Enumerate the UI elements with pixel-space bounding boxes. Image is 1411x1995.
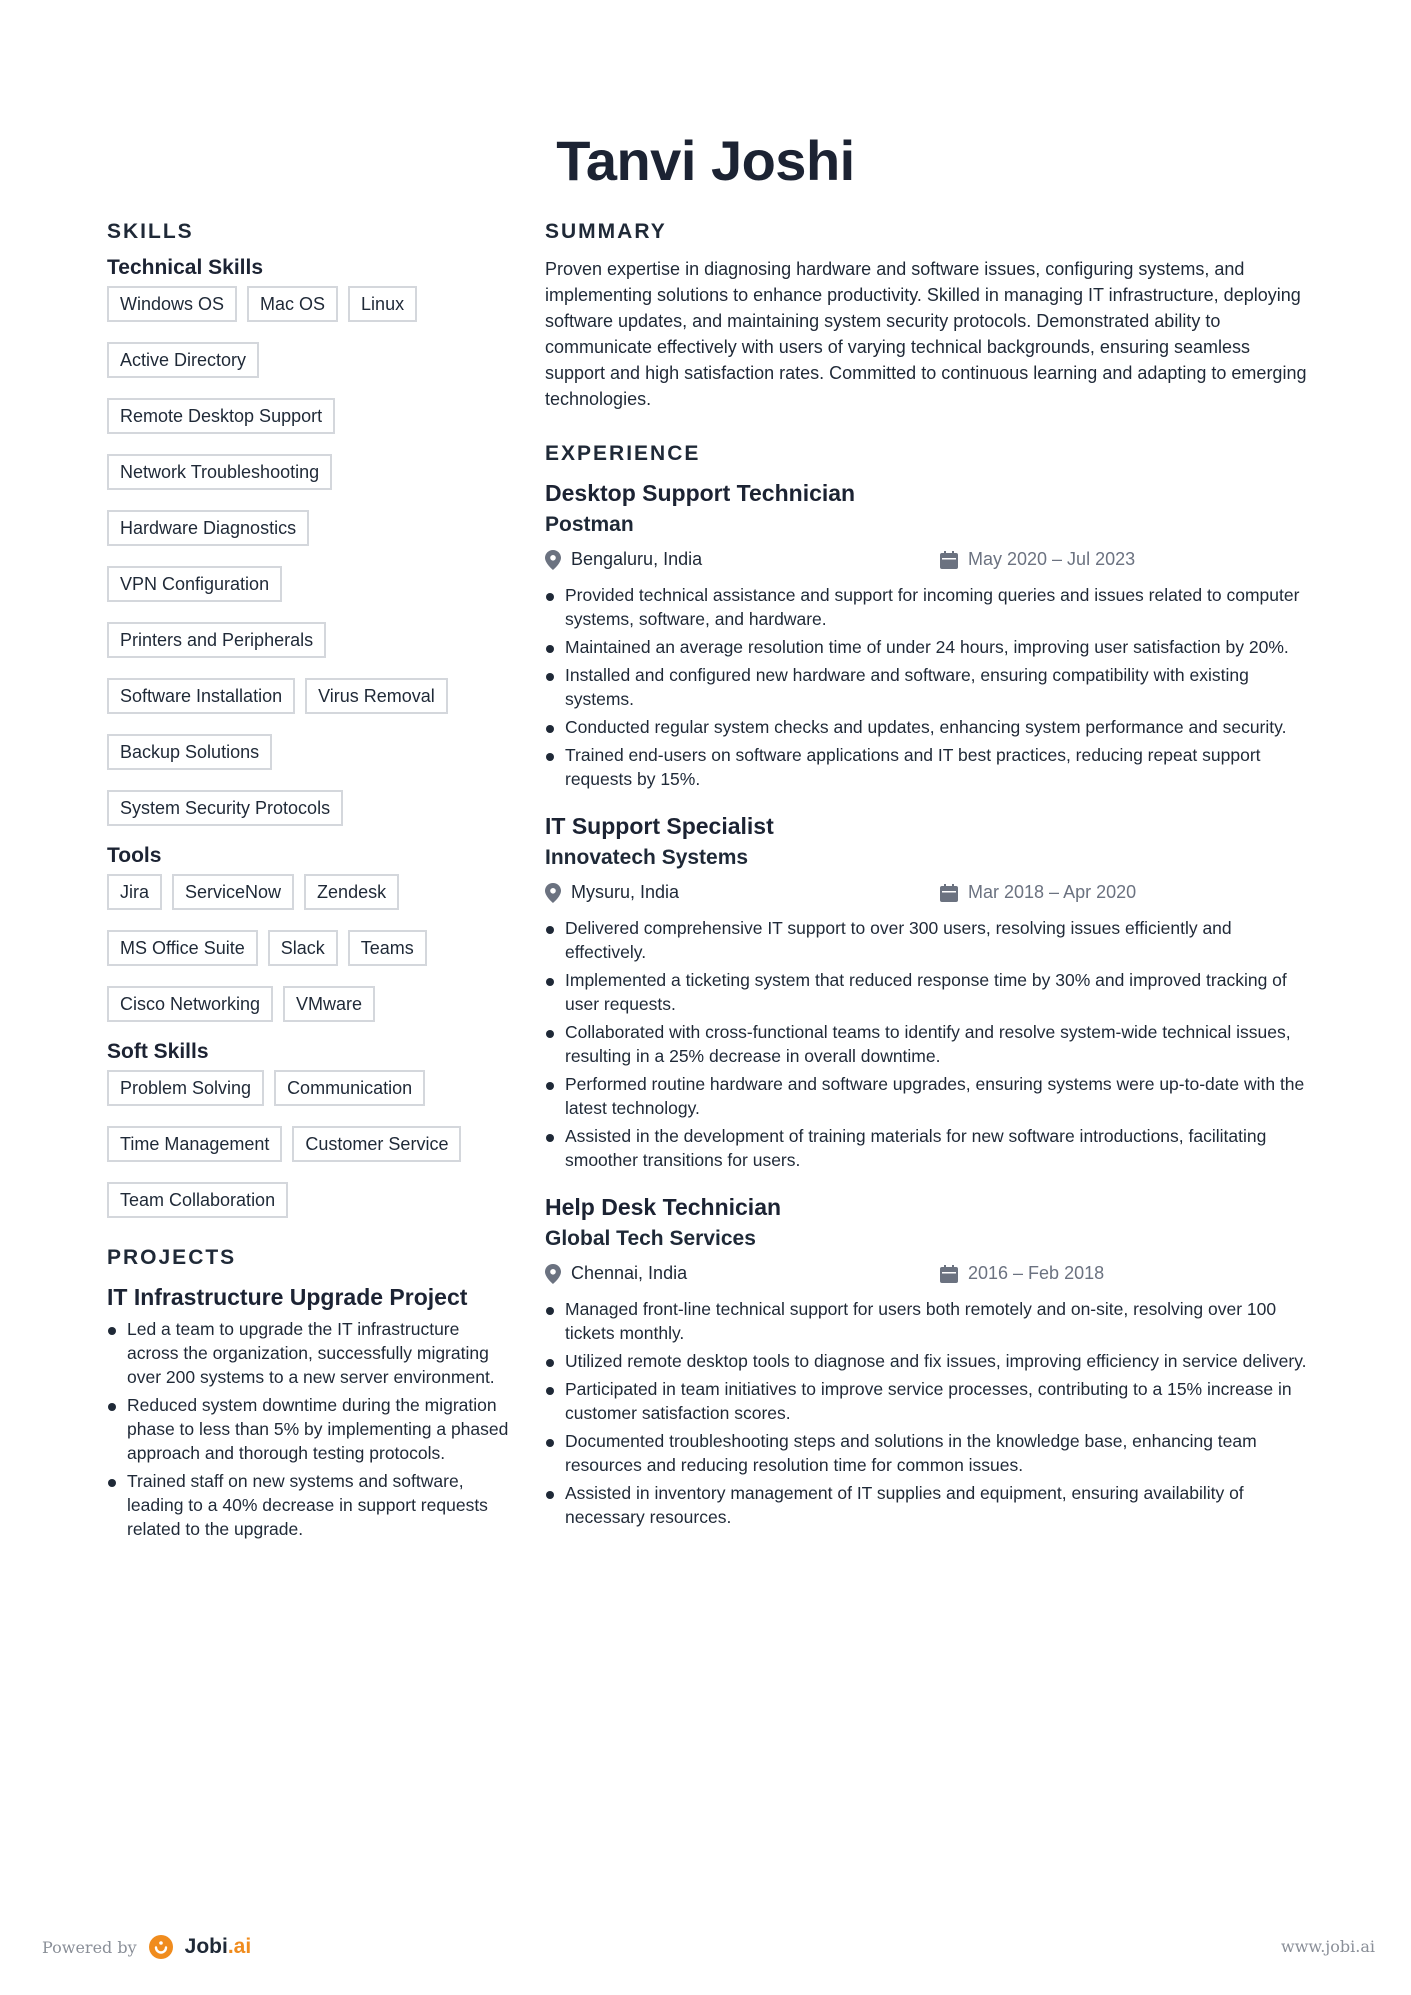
skill-tag: Virus Removal	[305, 678, 448, 714]
list-item: Reduced system downtime during the migration phase to less than 5% by implementing a phased approach and thorough testing protocols.	[107, 1393, 512, 1465]
summary-heading: SUMMARY	[545, 220, 667, 243]
job-meta	[545, 549, 1315, 575]
skill-tag: Linux	[348, 286, 417, 322]
list-item: Implemented a ticketing system that reduced response time by 30% and improved tracking of user requests.	[545, 968, 1315, 1016]
tool-tag: Teams	[348, 930, 427, 966]
skill-tag: Mac OS	[247, 286, 338, 322]
calendar-icon	[940, 1265, 958, 1283]
tools-heading: Tools	[107, 844, 162, 867]
job-entry	[545, 813, 1315, 1172]
skill-tag: Network Troubleshooting	[107, 454, 332, 490]
job-title: Desktop Support Technician	[545, 480, 856, 506]
soft-skill-tag: Team Collaboration	[107, 1182, 288, 1218]
job-meta	[545, 882, 1315, 908]
job-entry	[545, 1194, 1315, 1529]
tool-tag: Cisco Networking	[107, 986, 273, 1022]
soft-skill-tag: Time Management	[107, 1126, 282, 1162]
job-bullets	[545, 916, 1315, 1172]
company-name: Global Tech Services	[545, 1227, 756, 1250]
location-pin-icon	[545, 883, 561, 903]
tool-tag: Slack	[268, 930, 338, 966]
list-item: Trained end-users on software applications and IT best practices, reducing repeat support requests by 15%.	[545, 743, 1315, 791]
skill-tag: Windows OS	[107, 286, 237, 322]
job-dates: 2016 – Feb 2018	[968, 1263, 1105, 1283]
list-item: Participated in team initiatives to improve service processes, contributing to a 15% increase in customer satisfaction scores.	[545, 1377, 1315, 1425]
soft-skills-heading: Soft Skills	[107, 1040, 209, 1063]
job-location: Bengaluru, India	[571, 549, 703, 569]
skill-tag: Remote Desktop Support	[107, 398, 335, 434]
list-item: Performed routine hardware and software upgrades, ensuring systems were up-to-date with the latest technology.	[545, 1072, 1315, 1120]
company-name: Innovatech Systems	[545, 846, 749, 869]
list-item: Maintained an average resolution time of under 24 hours, improving user satisfaction by 20%.	[545, 635, 1315, 659]
skill-tag: VPN Configuration	[107, 566, 282, 602]
location-pin-icon	[545, 1264, 561, 1284]
experience-heading: EXPERIENCE	[545, 442, 701, 465]
job-title: Help Desk Technician	[545, 1194, 782, 1220]
job-dates: Mar 2018 – Apr 2020	[968, 882, 1137, 902]
technical-skills-heading: Technical Skills	[107, 256, 264, 279]
tools-list	[107, 874, 507, 1022]
job-dates: May 2020 – Jul 2023	[968, 549, 1136, 569]
list-item: Assisted in inventory management of IT supplies and equipment, ensuring availability of necessary resources.	[545, 1481, 1315, 1529]
project-bullets	[107, 1317, 512, 1541]
skill-tag: Active Directory	[107, 342, 259, 378]
location-pin-icon	[545, 550, 561, 570]
list-item: Provided technical assistance and support for incoming queries and issues related to computer systems, software, and hardware.	[545, 583, 1315, 631]
company-name: Postman	[545, 513, 634, 536]
website-link[interactable]: www.jobi.ai	[1281, 1937, 1375, 1956]
soft-skill-tag: Problem Solving	[107, 1070, 264, 1106]
list-item: Utilized remote desktop tools to diagnose and fix issues, improving efficiency in service delivery.	[545, 1349, 1315, 1373]
left-column	[107, 220, 512, 1545]
skill-tag: Backup Solutions	[107, 734, 272, 770]
tool-tag: ServiceNow	[172, 874, 294, 910]
skill-tag: Printers and Peripherals	[107, 622, 326, 658]
technical-skills-list	[107, 286, 507, 826]
summary-text: Proven expertise in diagnosing hardware and software issues, configuring systems, and implementing solutions to enhance productivity. Skilled in managing IT infrastructure, deploying software updates, and maintaining system security protocols. Demonstrated ability to communicate effectively with users of varying technical backgrounds, ensuring seamless support and high satisfaction rates. Committed to continuous learning and adapting to emerging technologies.	[545, 259, 1307, 409]
list-item: Managed front-line technical support for users both remotely and on-site, resolving over 100 tickets monthly.	[545, 1297, 1315, 1345]
jobi-logo-icon	[149, 1935, 173, 1959]
soft-skill-tag: Communication	[274, 1070, 425, 1106]
soft-skills-list	[107, 1070, 507, 1218]
skills-heading: SKILLS	[107, 220, 194, 243]
soft-skill-tag: Customer Service	[292, 1126, 461, 1162]
tool-tag: Jira	[107, 874, 162, 910]
list-item: Collaborated with cross-functional teams to identify and resolve system-wide technical issues, resulting in a 25% decrease in overall downtime.	[545, 1020, 1315, 1068]
job-meta	[545, 1263, 1315, 1289]
tool-tag: VMware	[283, 986, 375, 1022]
jobi-logo-text: Jobi.ai	[184, 1935, 252, 1958]
calendar-icon	[940, 884, 958, 902]
powered-by-badge[interactable]	[42, 1935, 251, 1959]
list-item: Trained staff on new systems and software, leading to a 40% decrease in support requests related to the upgrade.	[107, 1469, 512, 1541]
job-title: IT Support Specialist	[545, 813, 774, 839]
list-item: Conducted regular system checks and updates, enhancing system performance and security.	[545, 715, 1315, 739]
right-column	[545, 220, 1315, 1551]
job-entry	[545, 480, 1315, 791]
job-location: Mysuru, India	[571, 882, 680, 902]
skill-tag: System Security Protocols	[107, 790, 343, 826]
list-item: Led a team to upgrade the IT infrastructure across the organization, successfully migrating over 200 systems to a new server environment.	[107, 1317, 512, 1389]
list-item: Installed and configured new hardware and software, ensuring compatibility with existing systems.	[545, 663, 1315, 711]
candidate-name: Tanvi Joshi	[556, 129, 855, 192]
job-bullets	[545, 583, 1315, 791]
list-item: Assisted in the development of training materials for new software introductions, facilitating smoother transitions for users.	[545, 1124, 1315, 1172]
projects-heading: PROJECTS	[107, 1246, 237, 1269]
powered-by-label: Powered by	[42, 1937, 137, 1957]
job-location: Chennai, India	[571, 1263, 688, 1283]
list-item: Documented troubleshooting steps and solutions in the knowledge base, enhancing team resources and reducing resolution time for common issues.	[545, 1429, 1315, 1477]
project-title: IT Infrastructure Upgrade Project	[107, 1284, 468, 1310]
calendar-icon	[940, 551, 958, 569]
skill-tag: Software Installation	[107, 678, 295, 714]
tool-tag: MS Office Suite	[107, 930, 258, 966]
skill-tag: Hardware Diagnostics	[107, 510, 309, 546]
job-bullets	[545, 1297, 1315, 1529]
tool-tag: Zendesk	[304, 874, 399, 910]
list-item: Delivered comprehensive IT support to over 300 users, resolving issues efficiently and effectively.	[545, 916, 1315, 964]
